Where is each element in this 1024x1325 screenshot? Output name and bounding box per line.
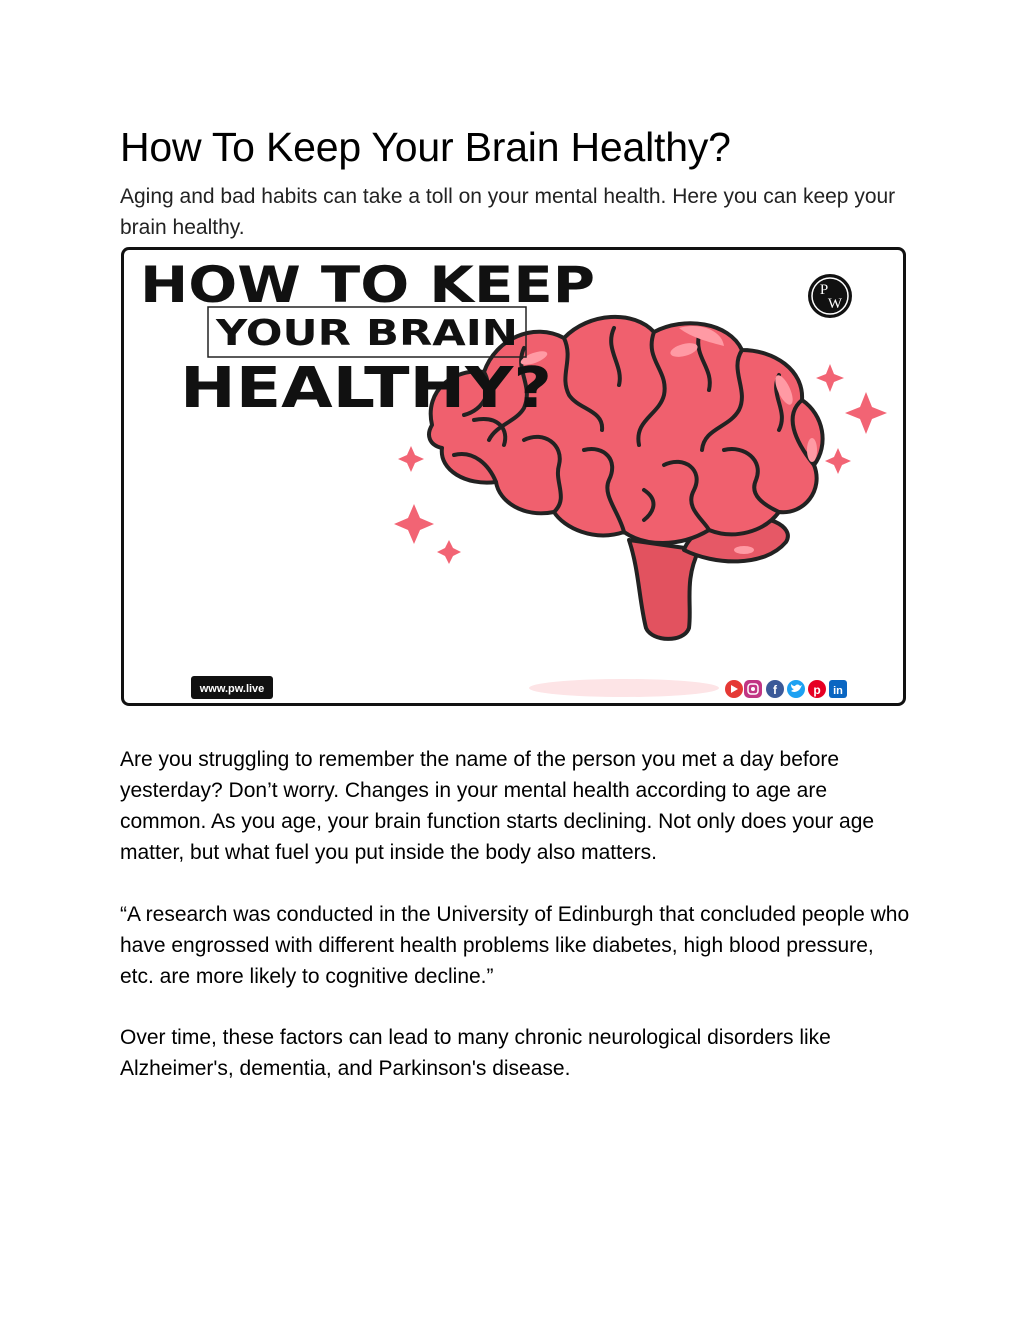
pw-logo-letter-w: W [827,296,843,312]
page-title: How To Keep Your Brain Healthy? [120,124,731,170]
linkedin-icon [829,680,847,698]
paragraph-research-quote: “A research was conducted in the University of Edinburgh that concluded people who have engrossed with different health problems like diabetes, high blood pressure, etc. are more likely to cognitive decline.” [120,903,910,988]
banner-heading-line1: HOW TO KEEP [140,256,595,314]
banner-heading-line2: YOUR BRAIN [214,313,518,354]
website-label [191,676,273,699]
paragraph-disorders: Over time, these factors can lead to many chronic neurological disorders like Alzheimer's, dementia, and Parkinson's disease. [120,1026,831,1080]
youtube-icon [725,680,743,698]
website-url: www.pw.live [199,683,265,695]
pw-logo [808,274,852,318]
instagram-icon [744,680,762,698]
paragraph-intro: Are you struggling to remember the name of the person you met a day before yesterday? Don’t worry. Changes in your mental health according to age are common. As you age, your brain function starts declining. Not only does your age matter, but what fuel you put inside the body also matters. [120,748,875,864]
twitter-icon [787,680,805,698]
social-icons [725,680,847,698]
banner-heading-line3: HEALTHY? [180,356,552,421]
pw-logo-letter-p: P [819,282,829,298]
svg-text:p: p [813,683,821,697]
page-subtitle: Aging and bad habits can take a toll on your mental health. Here you can keep your brain healthy. [120,185,896,239]
svg-text:f: f [773,683,777,697]
pinterest-icon [808,680,826,698]
svg-text:in: in [833,685,843,697]
banner-graphic [124,250,903,703]
facebook-icon [766,680,784,698]
article-banner-image [121,247,906,706]
shadow-ellipse [529,679,719,697]
